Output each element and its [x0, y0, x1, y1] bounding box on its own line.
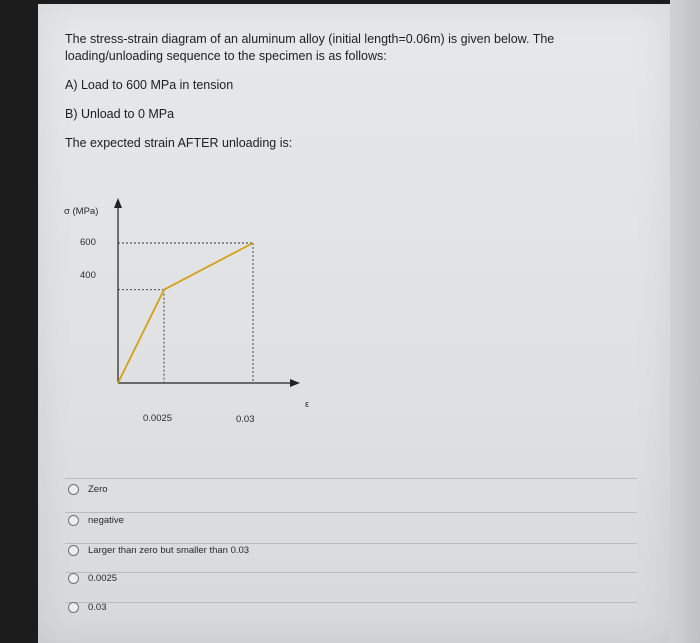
y-tick-600: 600 [80, 237, 96, 248]
y-tick-400: 400 [80, 270, 96, 281]
option-zero[interactable] [68, 480, 108, 498]
option-label: Zero [88, 483, 108, 495]
x-axis-arrow-icon [290, 379, 300, 387]
y-axis-label: σ (MPa) [64, 206, 99, 217]
option-0.0025[interactable] [68, 569, 117, 587]
radio-button-icon[interactable] [68, 573, 79, 584]
option-0.03[interactable] [68, 598, 107, 616]
y-axis-arrow-icon [114, 198, 122, 208]
radio-button-icon[interactable] [68, 602, 79, 613]
option-divider [65, 512, 637, 513]
option-divider [65, 478, 637, 479]
radio-button-icon[interactable] [68, 545, 79, 556]
x-tick-0.0025: 0.0025 [143, 413, 173, 424]
option-label: Larger than zero but smaller than 0.03 [88, 544, 250, 556]
x-axis-label: ε [305, 399, 310, 410]
question-prompt: The expected strain AFTER unloading is: [65, 136, 293, 150]
option-divider [65, 572, 637, 573]
option-label: 0.0025 [88, 572, 118, 584]
radio-button-icon[interactable] [68, 484, 79, 495]
option-label: 0.03 [88, 601, 107, 613]
question-text-line-1: The stress-strain diagram of an aluminum alloy (initial length=0.06m) is given below. The [65, 32, 555, 46]
option-between-zero-and-0.03[interactable] [68, 541, 249, 559]
question-text-line-2: loading/unloading sequence to the specimen is as follows: [65, 49, 387, 63]
radio-button-icon[interactable] [68, 515, 79, 526]
option-negative[interactable] [68, 511, 124, 529]
loading-step-a: A) Load to 600 MPa in tension [65, 78, 234, 92]
stress-strain-curve [118, 243, 253, 383]
loading-step-b: B) Unload to 0 MPa [65, 107, 175, 121]
option-divider [65, 602, 637, 603]
x-tick-0.03: 0.03 [236, 414, 255, 425]
option-label: negative [88, 514, 124, 526]
